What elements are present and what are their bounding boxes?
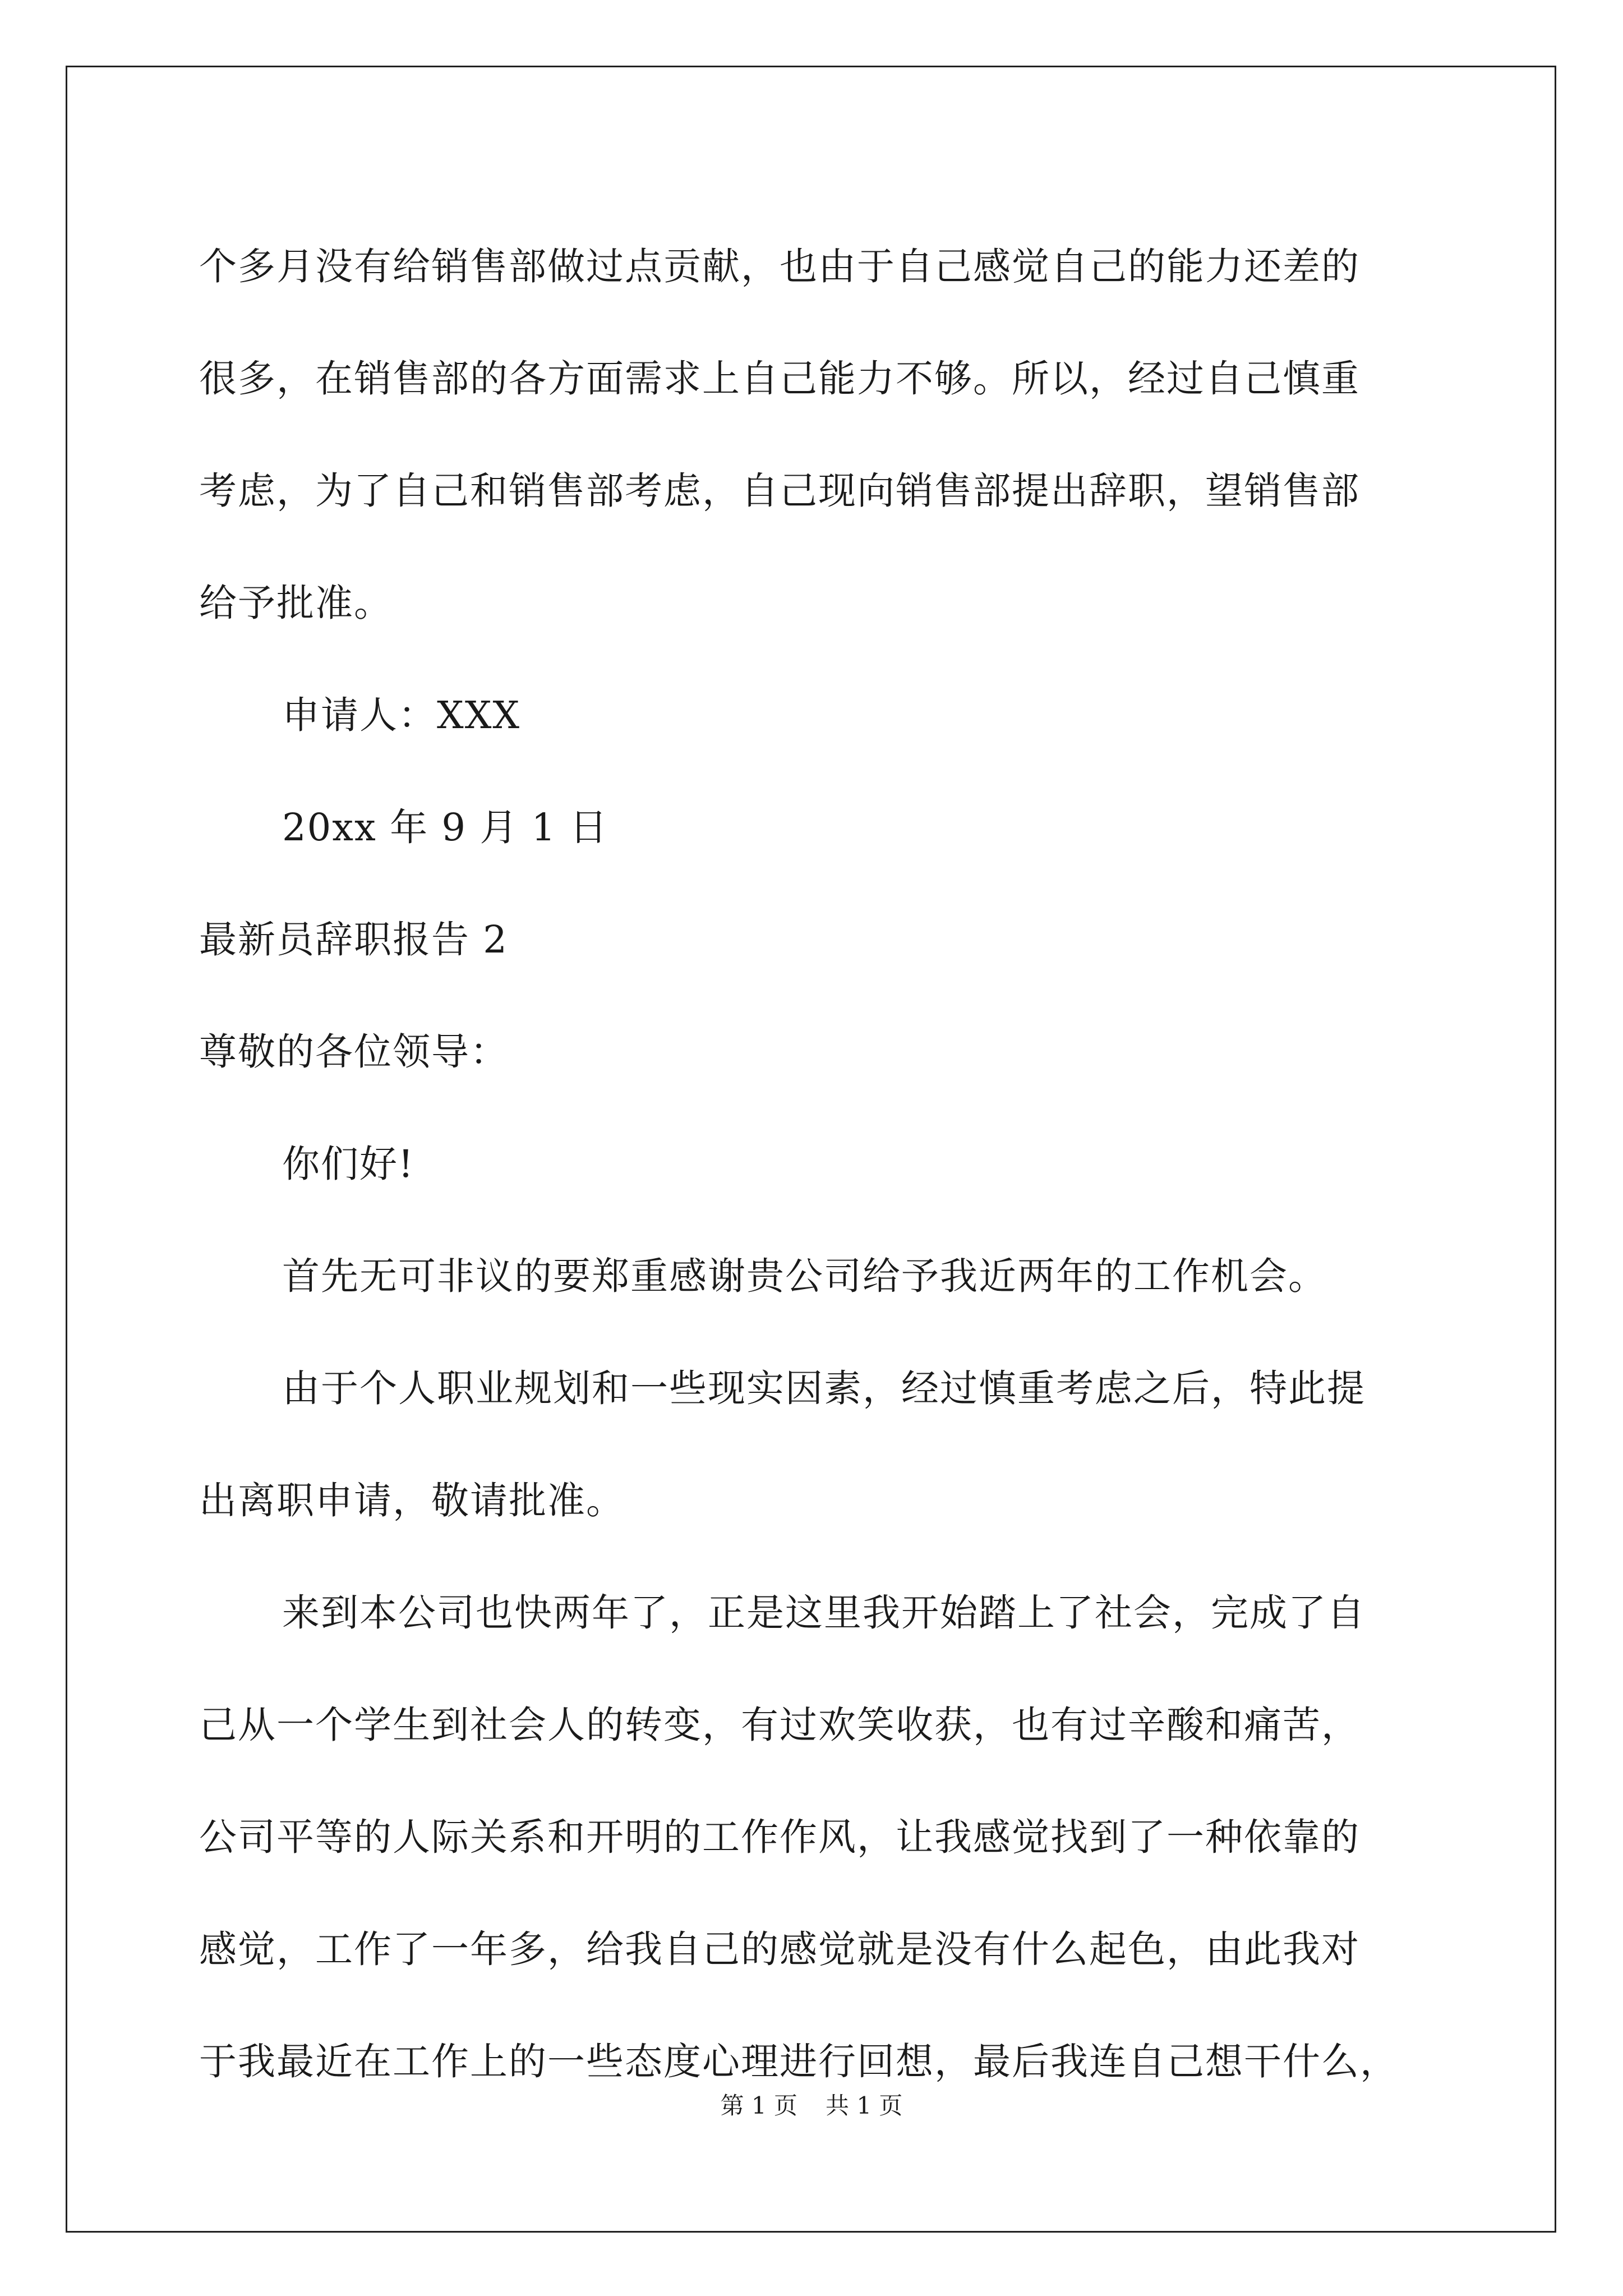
text-line: 首先无可非议的要郑重感谢贵公司给予我近两年的工作机会。 — [282, 1254, 1327, 1298]
page-total: 共 1 页 — [826, 2092, 903, 2119]
applicant-line: 申请人：XXX — [282, 693, 521, 737]
section-title: 最新员辞职报告 2 — [199, 918, 508, 961]
date-line: 20xx 年 9 月 1 日 — [282, 806, 608, 849]
text-line: 很多，在销售部的各方面需求上自己能力不够。所以，经过自己慎重 — [199, 357, 1360, 401]
text-line: 考虑，为了自己和销售部考虑，自己现向销售部提出辞职，望销售部 — [199, 469, 1360, 513]
text-line: 来到本公司也快两年了，正是这里我开始踏上了社会，完成了自 — [282, 1591, 1366, 1635]
text-line: 个多月没有给销售部做过点贡献，也由于自己感觉自己的能力还差的 — [199, 245, 1360, 288]
salutation: 尊敬的各位领导： — [199, 1030, 509, 1074]
page-number: 第 1 页 — [720, 2092, 797, 2119]
text-line: 感觉，工作了一年多，给我自己的感觉就是没有什么起色，由此我对 — [199, 1927, 1360, 1971]
text-line: 于我最近在工作上的一些态度心理进行回想，最后我连自己想干什么， — [199, 2040, 1399, 2083]
text-line: 出离职申请，敬请批准。 — [199, 1479, 625, 1522]
text-line: 由于个人职业规划和一些现实因素，经过慎重考虑之后，特此提 — [282, 1366, 1366, 1410]
greeting: 你们好! — [282, 1142, 414, 1186]
text-line: 己从一个学生到社会人的转变，有过欢笑收获，也有过辛酸和痛苦， — [199, 1703, 1360, 1747]
text-line: 给予批准。 — [199, 581, 393, 625]
text-line: 公司平等的人际关系和开明的工作作风，让我感觉找到了一种依靠的 — [199, 1815, 1360, 1859]
page-footer — [0, 2089, 1623, 2123]
document-body — [199, 210, 1433, 2118]
